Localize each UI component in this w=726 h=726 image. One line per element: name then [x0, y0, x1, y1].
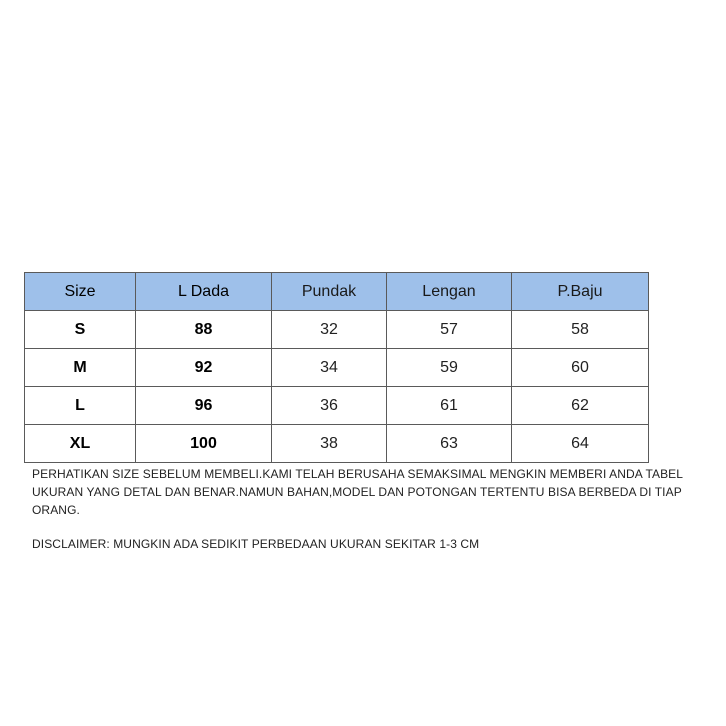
header-size: Size: [25, 273, 136, 311]
size-chart-header: [25, 273, 649, 311]
table-row: [25, 349, 649, 387]
cell-size: M: [25, 349, 136, 387]
table-row: [25, 387, 649, 425]
cell-lengan: 59: [387, 349, 512, 387]
cell-pundak: 34: [272, 349, 387, 387]
header-row: [25, 273, 649, 311]
table-row: [25, 425, 649, 463]
header-l-dada: L Dada: [136, 273, 272, 311]
cell-pundak: 32: [272, 311, 387, 349]
cell-lengan: 57: [387, 311, 512, 349]
cell-lengan: 61: [387, 387, 512, 425]
size-notice-text: PERHATIKAN SIZE SEBELUM MEMBELI.KAMI TELAH BERUSAHA SEMAKSIMAL MENGKIN MEMBERI ANDA TABEL UKURAN YANG DETAL DAN BENAR.NAMUN BAHAN,MODEL DAN POTONGAN TERTENTU BISA BERBEDA DI TIAP ORANG.: [32, 467, 683, 517]
table-row: [25, 311, 649, 349]
cell-size: S: [25, 311, 136, 349]
cell-size: L: [25, 387, 136, 425]
header-p-baju: P.Baju: [512, 273, 649, 311]
header-pundak: Pundak: [272, 273, 387, 311]
cell-l-dada: 92: [136, 349, 272, 387]
disclaimer-text: DISCLAIMER: MUNGKIN ADA SEDIKIT PERBEDAAN UKURAN SEKITAR 1-3 CM: [32, 537, 480, 551]
cell-lengan: 63: [387, 425, 512, 463]
cell-size: XL: [25, 425, 136, 463]
cell-pundak: 36: [272, 387, 387, 425]
cell-l-dada: 100: [136, 425, 272, 463]
header-lengan: Lengan: [387, 273, 512, 311]
cell-l-dada: 88: [136, 311, 272, 349]
size-chart-body: [25, 311, 649, 463]
cell-l-dada: 96: [136, 387, 272, 425]
cell-p-baju: 60: [512, 349, 649, 387]
cell-p-baju: 58: [512, 311, 649, 349]
cell-p-baju: 62: [512, 387, 649, 425]
size-chart-table: [24, 272, 649, 463]
cell-pundak: 38: [272, 425, 387, 463]
cell-p-baju: 64: [512, 425, 649, 463]
